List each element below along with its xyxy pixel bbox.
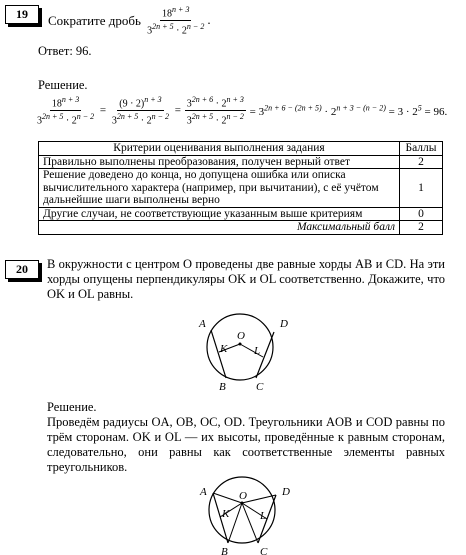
- task-19-answer: Ответ: 96.: [38, 44, 92, 58]
- task-20-statement: В окружности с центром O проведены две равные хорды AB и CD. На эти хорды опущены перпендикуляры OK и OL соответственно. Докажите, что OK и OL равны.: [47, 257, 445, 301]
- fraction-denominator-base-b: 2: [181, 25, 187, 37]
- criteria-row-text: Другие случаи, не соответствующие указанным выше критериям: [39, 207, 400, 221]
- max-score-label: Максимальный балл: [39, 221, 400, 235]
- radius-od: [242, 495, 276, 503]
- fraction-numerator: 18: [162, 8, 173, 20]
- label-d: D: [282, 486, 290, 498]
- criteria-row-points: 0: [400, 207, 443, 221]
- label-l: L: [260, 510, 267, 522]
- label-c: C: [260, 546, 268, 555]
- max-score-value: 2: [400, 221, 443, 235]
- criteria-header: Критерии оценивания выполнения задания: [39, 142, 400, 156]
- criteria-row: [39, 207, 443, 221]
- points-header: Баллы: [400, 142, 443, 156]
- label-k: K: [222, 508, 230, 520]
- center-point: [239, 343, 242, 346]
- criteria-row-text: Правильно выполнены преобразования, получен верный ответ: [39, 155, 400, 169]
- fraction-denominator-exp-b: n − 2: [186, 22, 205, 32]
- step-2-fraction: $\frac{(9 \cdot 2)^{n + 3}}{3^{2n + 5} \cdot 2^{n - 2}}$: [111, 95, 170, 127]
- task-19-solution-chain: $\frac{18^{n + 3}}{3^{2n + 5} \cdot 2^{n - 2}}$ = $\frac{(9 \cdot 2)^{n + 3}}{3^{2n + 5} \cdot 2^{n - 2}}$ = $\frac{3^{2n + 6} \cdot 2^{n + 3}}{3^{2n + 5} \cdot 2^{n - 2}}$ = $3^{2n + 6 - (2n + 5)} \cdot 2^{n + 3 - (n - 2)} = 3 \cdot 2^5 = 96$.: [37, 95, 448, 127]
- label-b: B: [219, 381, 226, 390]
- label-a: A: [200, 486, 207, 498]
- step-3-fraction: $\frac{3^{2n + 6} \cdot 2^{n + 3}}{3^{2n + 5} \cdot 2^{n - 2}}$: [186, 95, 244, 127]
- criteria-row: [39, 169, 443, 208]
- task-19-result: = 96.: [424, 106, 448, 119]
- radius-oc: [242, 503, 258, 543]
- criteria-row-text: Решение доведено до конца, но допущена ошибка или описка вычислительного характера (например, при вычитании), с её учётом дальнейшие шаги выполнены верно: [39, 169, 400, 208]
- fraction-numerator-exponent: n + 3: [172, 5, 190, 14]
- label-c: C: [256, 381, 264, 390]
- criteria-table: [38, 141, 443, 235]
- criteria-row: [39, 155, 443, 169]
- task-19-fraction: $\frac{18^{n + 3}}{3^{2n + 5} \cdot 2^{n - 2}}$: [147, 5, 205, 37]
- task-19-number: 19: [5, 5, 39, 24]
- criteria-header-row: [39, 142, 443, 156]
- radius-oa: [213, 493, 242, 503]
- label-o: O: [239, 490, 247, 502]
- task-19-prompt: Сократите дробь $\frac{18^{n + 3}}{3^{2n + 5} \cdot 2^{n - 2}}$ .: [48, 5, 211, 37]
- label-l: L: [254, 345, 261, 357]
- step-1-fraction: $\frac{18^{n + 3}}{3^{2n + 5} \cdot 2^{n - 2}}$: [37, 95, 95, 127]
- label-k: K: [220, 343, 228, 355]
- criteria-row-points: 1: [400, 169, 443, 208]
- circle-figure-1: [190, 310, 300, 390]
- criteria-max-row: [39, 221, 443, 235]
- task-20-number: 20: [5, 260, 39, 279]
- label-o: O: [237, 330, 245, 342]
- label-d: D: [280, 318, 288, 330]
- label-b: B: [221, 546, 228, 555]
- fraction-denominator-base-a: 3: [147, 25, 153, 37]
- step-4: = $3^{2n + 6 - (2n + 5)} \cdot 2^{n + 3 - (n - 2)} = 3 \cdot 2^5 = 96$.: [249, 103, 448, 119]
- label-a: A: [199, 318, 206, 330]
- task-20-solution-text: Проведём радиусы OA, OB, OC, OD. Треугольники AOB и COD равны по трём сторонам. OK и OL — их высоты, проведённые к равным сторонам, следовательно, они равны как соответственные элементы равных треугольников.: [47, 415, 445, 474]
- task-19-solution-label: Решение.: [38, 78, 88, 92]
- fraction-denominator-exp-a: 2n + 5: [152, 22, 174, 32]
- criteria-row-points: 2: [400, 155, 443, 169]
- circle-figure-2: [192, 473, 302, 555]
- task-20-solution-label: Решение.: [47, 400, 97, 414]
- radius-ob: [228, 503, 242, 543]
- task-19-prompt-text: Сократите дробь: [48, 12, 141, 28]
